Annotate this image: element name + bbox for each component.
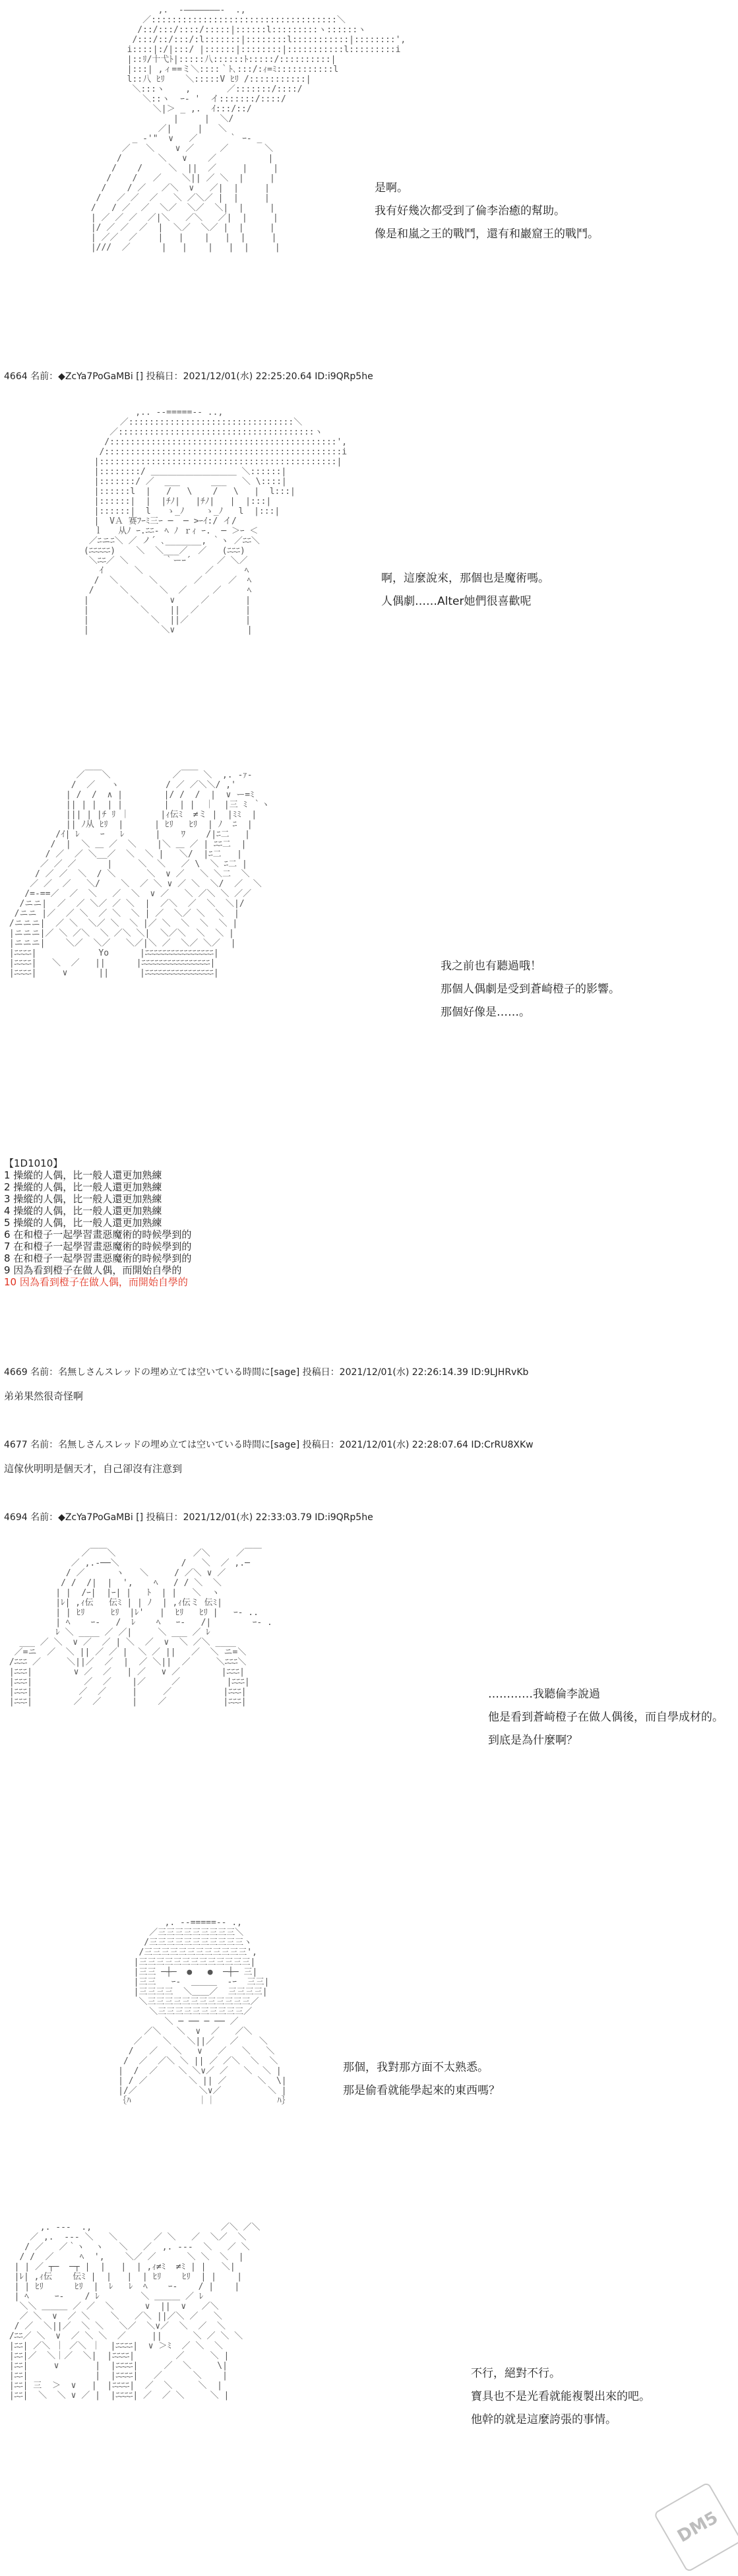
ascii-art-character-2: ,.. -‐=====‐- .., ／::::::::::::::::::::::::::::::::＼ ／::::::::::::::::::::::::::::::::::::::ヽ /::::::::::::::::::::::::::::::::::::::::::::', /::::::::::::::::::::::::::::::::::::::::::::::i |::::::::::::::::::::::::::::::::::::::::::::::| |::::::::/ ＿＿＿＿＿＿＿＿＿＿ ＼::::::| |:::::::/ ／ ___ ___ ＼ \::::| |::::::l | / \ / \ | l:::| |::::::| | |ﾁﾉ| |ﾁﾉ| | |:::| |::::::| l ゝ_ﾉ ゝ_ﾉ l |:::| | VＡ 赛ﾌｰﾐ三ｰ ─ ─ >ｰｲ:/ イ/ ｌ 从ﾉ ｰ.ﾆﾆ- ﾍ ﾉ ｒｨ ｰ. ─ ＞ｰ ＜ ／ﾆニﾆ＼ ／ ノ´ ､_______, ｀ヽ ／ﾆﾆ＼ (ﾆﾆﾆﾆﾆ) ＼ ＼___／ ／ (ﾆﾆﾆ) ＼ﾆﾆ／ ＼ ｀ーｰ´ ／ ＼／ ｲ ＼ ／ ﾍ / ＼ ＼ ／ ／ ﾍ / ＼ ＼ ／ ／ ﾍ | ＼ ∨ ／ | | ＼ || ／ | | ＼ ||／ | | ＼∨ | [83,408,348,635]
choice-item: 4 操縱的人偶，比一般人還更加熟練 [4,1205,162,1217]
reply-body: 弟弟果然很奇怪啊 [4,1390,84,1402]
ascii-art-characters-6: ,. -‐- ., ／＼ ／＼ ／ ,. -‐‐ ＼ ＼ ／ ＼ ／ ＼／ ＼ / ／ ／｀ヽ ヽ ＼ ／ ,. -‐- ＼ ／ ＼ / / ／ ﾍ ', ＼／ ／ ＼ ＼ ＼ | | | ／ ┬─ ─┬ | | | | ,ｨ≠ﾐ ≠ﾐ | | ＼| |ﾚ| ,ｨ伝 伝ﾐ | | | | ﾋﾘ ﾋﾘ | | | | | ﾋﾘ ﾋﾘ | ﾚ ﾚ ﾍ ｰ- / | | | ﾍ ｰ- / ﾚ ＼ ＿＿＿ ／ ﾚ ＼＼ ＿＿＿ ／ ／ ＼ ∨ || ∨ ／＼ ／ ＼ ∨ ／ ＼ ＼ ／＼ ||／＼ ／ ＼ / ／ ＼||／ ＼ ＼ ＼／ ＼∨／ ＼ ／ ＼ /ﾆﾆ／ ＼ ∨ ／ ＼ ＼ ／ || ＼ ／ ＼ ＼ |ﾆﾆ| ／＼ ｜ ／＼ ｜ |ﾆﾆﾆﾆ| ∨ ＞ﾐ ／ ＼ ＼ |ﾆﾆ|／ ＼｜／ ＼| |ﾆﾆﾆﾆ| ／ ＼ | |ﾆﾆ| ∨ | |ﾆﾆﾆﾆ| ／ ＼ \| |ﾆﾆ| | |ﾆﾆﾆﾆ| ／ ＼ | |ﾆﾆ| 三 ＞ ∨ | |ﾆﾆﾆﾆ| ／ ＼ ＼ | |ﾆﾆ| ＼ ＼ ∨ ／ | |ﾆﾆﾆﾆ| ／ ／ ＼ ＼ | [9,2223,261,2401]
ascii-art-characters-4: ／￣￣＼ ／＼ ／￣￣ ／ ,.-──＼ / ＼ ／ ,.─ / ／ ヽ ＼ / ／＼ ∨ ／ / / /| | ', ﾍ / / ＼ ＼ | | /ｰ| |ｰ| | ﾄ | | ＼ ヽ |ﾚ| ,ｨ伝 伝ﾐ | | ﾉ | ,ｨ伝ミ 伝ﾐ| | | ﾋﾘ ﾋﾘ |ﾚ' | ﾋﾘ ﾋﾘ | ｰ- .. | ﾍ ｰ- / ﾚ ﾍ ｰ- /| ｰ- . ﾚ ＼ ____ ／ ／| ＼ ___ ／ ﾚ ___ ／ ＼ ∨ ／ ／ | ＼ ／ ∨ ＼ ／＼ ____ ／=ニ ／ ＼ || ／ ／ | ＼ ／ || ／ ＼ ニ=＼ /ﾆﾆﾆ ／ ＼||／ ／ | ／ ＼|| ／ ＼ﾆﾆﾆ＼ |ﾆﾆﾆ| ∨ ／ ／ | ／ ∨ ／ |ﾆﾆﾆ| |ﾆﾆﾆ| ／ ／ |／ ／ |ﾆﾆﾆ| |ﾆﾆﾆ| ／ ／ | ／ |ﾆﾆﾆ| |ﾆﾆﾆ| ／ ／ | ／ |ﾆﾆﾆ| [9,1549,272,1707]
dialogue-line: …………我聽倫李說過 [488,1688,600,1701]
dialogue-line: 啊，這麼說來，那個也是魔術嗎。 [381,572,549,585]
ascii-art-characters-3: ／￣￣＼ ／￣￣ ＼ ,. -ｧ- / ／ ヽ / ／ ／＼＼/ ,' | / / ∧ | |/ / / | ∨ ー=ﾐ || | | | | | | | ｜ |三 ﾐ ｀ヽ ||| | |ﾁ ﾘ ｜ |ｨ伝ﾐ ≠ミ | |ﾐﾐ | || ﾉ从 ﾋﾘ | | ﾋﾘ ﾋﾘ | ﾉ ﾆ | /ｲ| ﾚ ｰ ﾚ | ﾜ /|ﾆ二 | / | ＼ ＿ ／ ＼ |＼ ＿ ／ | ﾆﾆ二 | / ／ ／ ＼__／ ＼ ＼ | ＼/ |ﾆ二 | ／ ／ ／ | ＼ ＼ ／ \ ＼ ﾆ二 | / ／ ／ ＼ / ＼ ＼ ∨ ／ ＼ ＼二 ＼ ／ ／ ／ ＼/ ＼ ／ ＼ ∨ ／ ＼ ＼/ ／ ＼ /=-==／ ／ ＼ ／ ＼ ∨ ／ ＼ ／＼ ＼ ／／ /ニニ| ／ ／ ＼／ ／ ＼ | ／＼ ／ ＼ ＼|/ /ニニ |／ ／ ＼ ／ ＼ ＼ | ／ ＼／ ＼ ＼ | /ニニニ| ／ ＼ ＼／ ＼ ＼ |／ ＼ ＼ ＼ ＼ | |ニニニ|／ ＼ ／＼ ＼ ／＼ ＼| ＼／＼ ＼ ＼ | |ニニニ| ＼／ ＼／ ＼／|＼ ／ ＼／ ＼／ | |ﾆﾆﾆﾆ| Yo |ﾆﾆﾆﾆﾆﾆﾆﾆﾆﾆﾆﾆﾆﾆﾆﾆ| |ﾆﾆﾆﾆ| ＼ ／ || |ﾆﾆﾆﾆﾆﾆﾆﾆﾆﾆﾆﾆﾆﾆﾆﾆ| |ﾆﾆﾆﾆ| ∨ || |ﾆﾆﾆﾆﾆﾆﾆﾆﾆﾆﾆﾆﾆﾆﾆﾆ| [9,770,270,978]
dialogue-block [471,2362,650,2432]
choice-item: 9 因為看到橙子在做人偶，而開始自學的 [4,1264,182,1276]
dialogue-block [488,1683,723,1752]
dice-roll-header: 【1D1010】 [4,1157,63,1169]
dice-choice-list [4,1157,191,1288]
watermark-logo: DM5 [653,2482,738,2573]
dialogue-line: 人偶劇……Alter她們很喜歡呢 [381,595,532,608]
dialogue-line: 他幹的就是這麼誇張的事情。 [471,2413,617,2426]
choice-item: 8 在和橙子一起學習畫惡魔術的時候學到的 [4,1252,192,1264]
choice-item: 2 操縱的人偶，比一般人還更加熟練 [4,1181,162,1193]
dialogue-line: 那個，我對那方面不太熟悉。 [343,2061,489,2074]
reply-header: 4677 名前：名無しさんスレッドの埋め立ては空いている時間に[sage] 投稿日：2021/12/01(水) 22:28:07.64 ID:CrRU8XKw [4,1440,534,1450]
dialogue-line: 我之前也有聽過哦！ [441,960,541,973]
choice-item: 3 操縱的人偶，比一般人還更加熟練 [4,1193,162,1205]
post-header: 4664 名前：◆ZcYa7PoGaMBi [] 投稿日：2021/12/01(水) 22:25:20.64 ID:i9QRp5he [4,371,373,382]
ascii-art-character-1: ,. -―――――――- ., ／::::::::::::::::::::::::::::::::::::＼ /::/:::/::::/:::::|::::::l:::::::::ヽ::::::ヽ /:::/::/:::/:l:::::::|::::::::l:::::::::::|::::::::', i::::|:/|:::/ |::::::|::::::::|:::::::::::l:::::::::i |::ﾘ/十弋ﾄ|:::::八::::::ﾄ:::::/::::::::::| |:::| ,ィ==ミ＼::::｀ﾄ､:::/:ｨ=ﾐ:::::::::::l l::八 ﾋﾘ ＼:::::V ﾋﾘ /:::::::::::| ＼:::ヽ , ／:::::::/::::/ ＼::ヽ ｰ- ' イ:::::::/::::/ ＼|＞ _ ,. ｲ:::/::/ | | ＼/ ／| | ＼ _ -'" ∨ ／ ｀ ｰ- _ ／ ＼ ∨ ／ ／ ＼ / ＼ ∨ ／ | / / ＼ || ／ | | / / ／ ＼|| ／ ＼ | | / / ／ ／＼ ∨ ／| | | / ／ ／ ／ ＼ ／＼／ | | | / / ／ ／ ＼／ ＼／ ＼| | | | ／ ／ ／ ／|＼ ／＼ ／| | | |/ ／ ／ ／ | ＼／ ＼／ | | | | ／／ ／ | | | | | | |/// ／ | | | | | | [90,5,406,253]
ascii-art-character-5: ,. -‐=====‐- ., ／三三三三三三三三三＼ /三三三三三三三三三三三ヽ /三三三三三三三三三三三三', |三三三三三三三三三三三三三| |三三 ─┼─ ● ● ─┼─ 三| |三三 ｰ- ＿＿＿ -ｰ 三三| |三三三三 ＼＿＿／ 三三三三| ＼三三三三三三三三三三三三／ ＼三三三三三三三三三三／ ＼ ─ ── ─ ── ／ ／＼ ＼ ∨ ／ ／＼ ／ ＼ ＼||／ ／ ＼ / ／ ＼ ∨ ／ ＼ ＼ / ／ ／＼ ＼ || ／ ／＼ ＼ ＼ | / ／ ＼ ＼∨／ ／ ＼ ＼ | | / ／ ＼ || ／ ＼ \| |/／ ＼∨／ ＼ | ｛ﾊ ｜｜ ﾊ｝ [118,1918,290,2106]
reply-body: 這傢伙明明是個天才，自己卻沒有注意到 [4,1463,183,1475]
dialogue-line: 那個人偶劇是受到蒼崎橙子的影響。 [441,983,620,996]
dialogue-line: 像是和嵐之王的戰鬥，還有和巖窟王的戰鬥。 [375,228,599,241]
dialogue-line: 那個好像是……。 [441,1006,530,1019]
dialogue-line: 到底是為什麼啊？ [488,1734,578,1747]
choice-result: 10 因為看到橙子在做人偶，而開始自學的 [4,1276,188,1288]
post-header: 4694 名前：◆ZcYa7PoGaMBi [] 投稿日：2021/12/01(水) 22:33:03.79 ID:i9QRp5he [4,1512,373,1523]
choice-item: 6 在和橙子一起學習畫惡魔術的時候學到的 [4,1229,192,1241]
dialogue-block [381,567,549,613]
dialogue-line: 是啊。 [375,181,408,195]
dialogue-block [343,2056,500,2102]
dialogue-block [375,177,599,246]
reply-header: 4669 名前：名無しさんスレッドの埋め立ては空いている時間に[sage] 投稿日：2021/12/01(水) 22:26:14.39 ID:9LJHRvKb [4,1367,529,1378]
dialogue-block [441,955,620,1024]
dialogue-line: 不行，絕對不行。 [471,2367,561,2380]
dialogue-line: 我有好幾次都受到了倫李治癒的幫助。 [375,204,565,218]
choice-item: 7 在和橙子一起學習畫惡魔術的時候學到的 [4,1241,192,1252]
dialogue-line: 那是偷看就能學起來的東西嗎？ [343,2084,500,2097]
dialogue-line: 他是看到蒼崎橙子在做人偶後，而自學成材的。 [488,1711,723,1724]
dialogue-line: 寶具也不是光看就能複製出來的吧。 [471,2390,650,2403]
choice-item: 1 操縱的人偶，比一般人還更加熟練 [4,1169,162,1181]
choice-item: 5 操縱的人偶，比一般人還更加熟練 [4,1217,162,1229]
